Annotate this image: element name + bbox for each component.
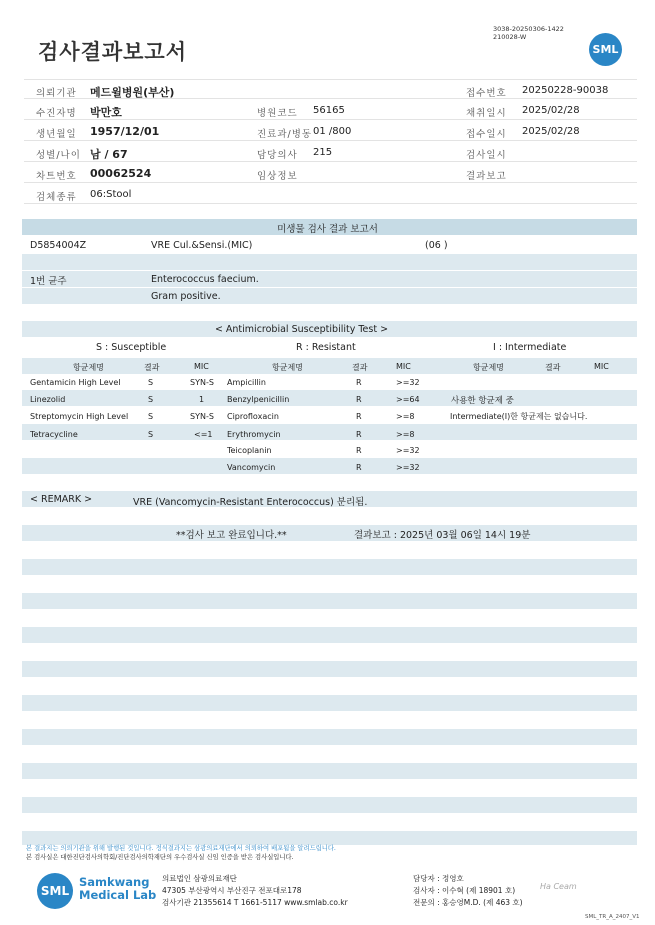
value-sex-age: 남 / 67 — [90, 148, 128, 161]
value-department: 01 /800 — [313, 126, 352, 137]
footer-disclaimer: 본 결과지는 의뢰기관을 위해 발행된 것입니다. 정식결과지는 삼광의료재단에서 의뢰하여 배포됨을 알려드립니다. — [26, 845, 336, 852]
drug-name: Ampicillin — [227, 378, 266, 387]
header-row-sex-age — [24, 142, 637, 162]
label-department: 진료과/병동 — [257, 129, 313, 140]
specimen-number: D5854004Z — [30, 240, 87, 251]
section-title-micro: 미생물 검사 결과 보고서 — [277, 224, 378, 235]
blank-band — [22, 254, 637, 270]
col-header-result-3: 결과 — [545, 363, 561, 372]
ast-row-band — [22, 458, 637, 474]
intermediate-note-line2: Intermediate(I)한 항균제는 없습니다. — [450, 412, 588, 421]
isolate-label: 1번 균주 — [30, 276, 67, 287]
value-received-date: 2025/02/28 — [522, 126, 580, 137]
col-header-result-2: 결과 — [352, 363, 368, 372]
gram-band — [22, 288, 637, 304]
col-header-drug-2: 항균제명 — [272, 363, 303, 372]
gram-stain: Gram positive. — [151, 291, 221, 302]
drug-name: Streptomycin High Level — [30, 412, 129, 421]
col-header-drug-3: 항균제명 — [473, 363, 504, 372]
contact-info: 검사기관 21355614 T 1661-5117 www.smlab.co.kr — [162, 898, 348, 907]
company-address-block — [162, 873, 348, 909]
drug-name: Linezolid — [30, 395, 66, 404]
value-hospital-code: 56165 — [313, 105, 345, 116]
company-name-line1: Samkwang — [79, 875, 150, 889]
drug-mic: >=8 — [396, 430, 415, 439]
value-birth-date: 1957/12/01 — [90, 125, 160, 138]
empty-band — [22, 763, 637, 779]
staff-tester: 검사자 : 이수혁 (제 18901 호) — [413, 886, 516, 895]
drug-mic: >=8 — [396, 412, 415, 421]
drug-name: Ciprofloxacin — [227, 412, 279, 421]
header-row-specimen — [24, 184, 637, 204]
empty-band — [22, 729, 637, 745]
label-birth-date: 생년월일 — [36, 129, 77, 140]
value-institution: 메드윌병원(부산) — [90, 86, 175, 99]
label-test-date: 검사일시 — [466, 150, 507, 161]
drug-mic: 1 — [199, 395, 205, 404]
remark-text: VRE (Vancomycin-Resistant Enterococcus) 분리됨. — [133, 497, 368, 508]
drug-name: Teicoplanin — [227, 446, 272, 455]
empty-band — [22, 627, 637, 643]
document-id-line2: 210028-W — [493, 33, 527, 41]
drug-mic: >=32 — [396, 446, 420, 455]
staff-manager: 담당자 : 정영호 — [413, 874, 464, 883]
drug-result: S — [148, 395, 154, 404]
drug-result: R — [356, 430, 362, 439]
header-row-patient — [24, 100, 637, 120]
drug-mic: >=32 — [396, 463, 420, 472]
footer-accreditation: 본 검사실은 대한진단검사의학회/진단검사의학재단의 우수검사실 신임 인증을 받은 검사실입니다. — [26, 854, 294, 861]
completion-text: **검사 보고 완료입니다.** — [176, 530, 287, 541]
document-id — [493, 25, 564, 41]
completion-band — [22, 525, 637, 541]
label-institution: 의뢰기관 — [36, 88, 77, 99]
value-collection-date: 2025/02/28 — [522, 105, 580, 116]
report-title: 검사결과보고서 — [38, 40, 188, 64]
drug-mic: >=32 — [396, 378, 420, 387]
sml-logo-icon: SML — [589, 33, 622, 66]
signature: Ha Ceam — [540, 882, 577, 891]
label-hospital-code: 병원코드 — [257, 108, 298, 119]
legend-susceptible: S : Susceptible — [96, 342, 167, 353]
report-time: 결과보고 : 2025년 03월 06일 14시 19분 — [354, 530, 531, 541]
drug-result: S — [148, 430, 154, 439]
empty-band — [22, 559, 637, 575]
company-name — [79, 876, 156, 902]
header-row-chart — [24, 163, 637, 183]
staff-specialist: 전문의 : 홍승영M.D. (제 463 호) — [413, 898, 523, 907]
drug-name: Erythromycin — [227, 430, 281, 439]
col-header-mic-1: MIC — [194, 362, 209, 371]
label-specimen-type: 검체종류 — [36, 192, 77, 203]
ast-title: < Antimicrobial Susceptibility Test > — [214, 324, 389, 335]
drug-mic: >=64 — [396, 395, 420, 404]
empty-band — [22, 593, 637, 609]
value-physician: 215 — [313, 147, 333, 158]
value-accession-no: 20250228-90038 — [522, 85, 609, 96]
label-accession-no: 접수번호 — [466, 88, 507, 99]
empty-band — [22, 797, 637, 813]
col-header-mic-2: MIC — [396, 362, 411, 371]
drug-result: S — [148, 412, 154, 421]
drug-result: R — [356, 395, 362, 404]
header-row-birth — [24, 121, 637, 141]
label-clinical-info: 임상정보 — [257, 171, 298, 182]
drug-mic: SYN-S — [190, 412, 214, 421]
test-name: VRE Cul.&Sensi.(MIC) — [151, 240, 253, 251]
legend-intermediate: I : Intermediate — [493, 342, 567, 353]
form-code: SML_TR_A_2407_V1 — [585, 914, 640, 920]
organism-name: Enterococcus faecium. — [151, 274, 259, 285]
value-chart-no: 00062524 — [90, 167, 152, 180]
sml-footer-logo-icon: SML — [37, 873, 73, 909]
label-chart-no: 차트번호 — [36, 171, 77, 182]
test-code: (06 ) — [425, 240, 448, 251]
empty-band — [22, 695, 637, 711]
label-received-date: 접수일시 — [466, 129, 507, 140]
drug-result: R — [356, 412, 362, 421]
drug-mic: SYN-S — [190, 378, 214, 387]
label-sex-age: 성별/나이 — [36, 150, 81, 161]
remark-label: < REMARK > — [30, 494, 93, 505]
value-patient-name: 박만호 — [90, 106, 122, 119]
organism-band — [22, 271, 637, 287]
value-specimen-type: 06:Stool — [90, 189, 132, 200]
col-header-result-1: 결과 — [144, 363, 160, 372]
address: 47305 부산광역시 부산진구 전포대로178 — [162, 886, 302, 895]
legend-resistant: R : Resistant — [296, 342, 356, 353]
col-header-drug-1: 항균제명 — [73, 363, 104, 372]
ast-row-band — [22, 424, 637, 440]
drug-result: S — [148, 378, 154, 387]
drug-name: Vancomycin — [227, 463, 276, 472]
label-physician: 담당의사 — [257, 150, 298, 161]
drug-result: R — [356, 378, 362, 387]
drug-result: R — [356, 463, 362, 472]
label-result-report: 결과보고 — [466, 171, 507, 182]
drug-name: Gentamicin High Level — [30, 378, 121, 387]
company-name-line2: Medical Lab — [79, 888, 157, 902]
header-row-institution — [24, 79, 637, 99]
document-id-line1: 3038-20250306-1422 — [493, 25, 564, 33]
drug-name: Tetracycline — [30, 430, 78, 439]
col-header-mic-3: MIC — [594, 362, 609, 371]
ast-row-band — [22, 390, 637, 406]
label-collection-date: 채취일시 — [466, 108, 507, 119]
empty-band — [22, 661, 637, 677]
label-patient-name: 수진자명 — [36, 108, 77, 119]
drug-mic: <=1 — [194, 430, 213, 439]
intermediate-note-line1: 사용한 항균제 중 — [451, 396, 514, 406]
organization-name: 의료법인 삼광의료재단 — [162, 874, 237, 883]
staff-block — [413, 873, 523, 909]
drug-name: Benzylpenicillin — [227, 395, 290, 404]
drug-result: R — [356, 446, 362, 455]
